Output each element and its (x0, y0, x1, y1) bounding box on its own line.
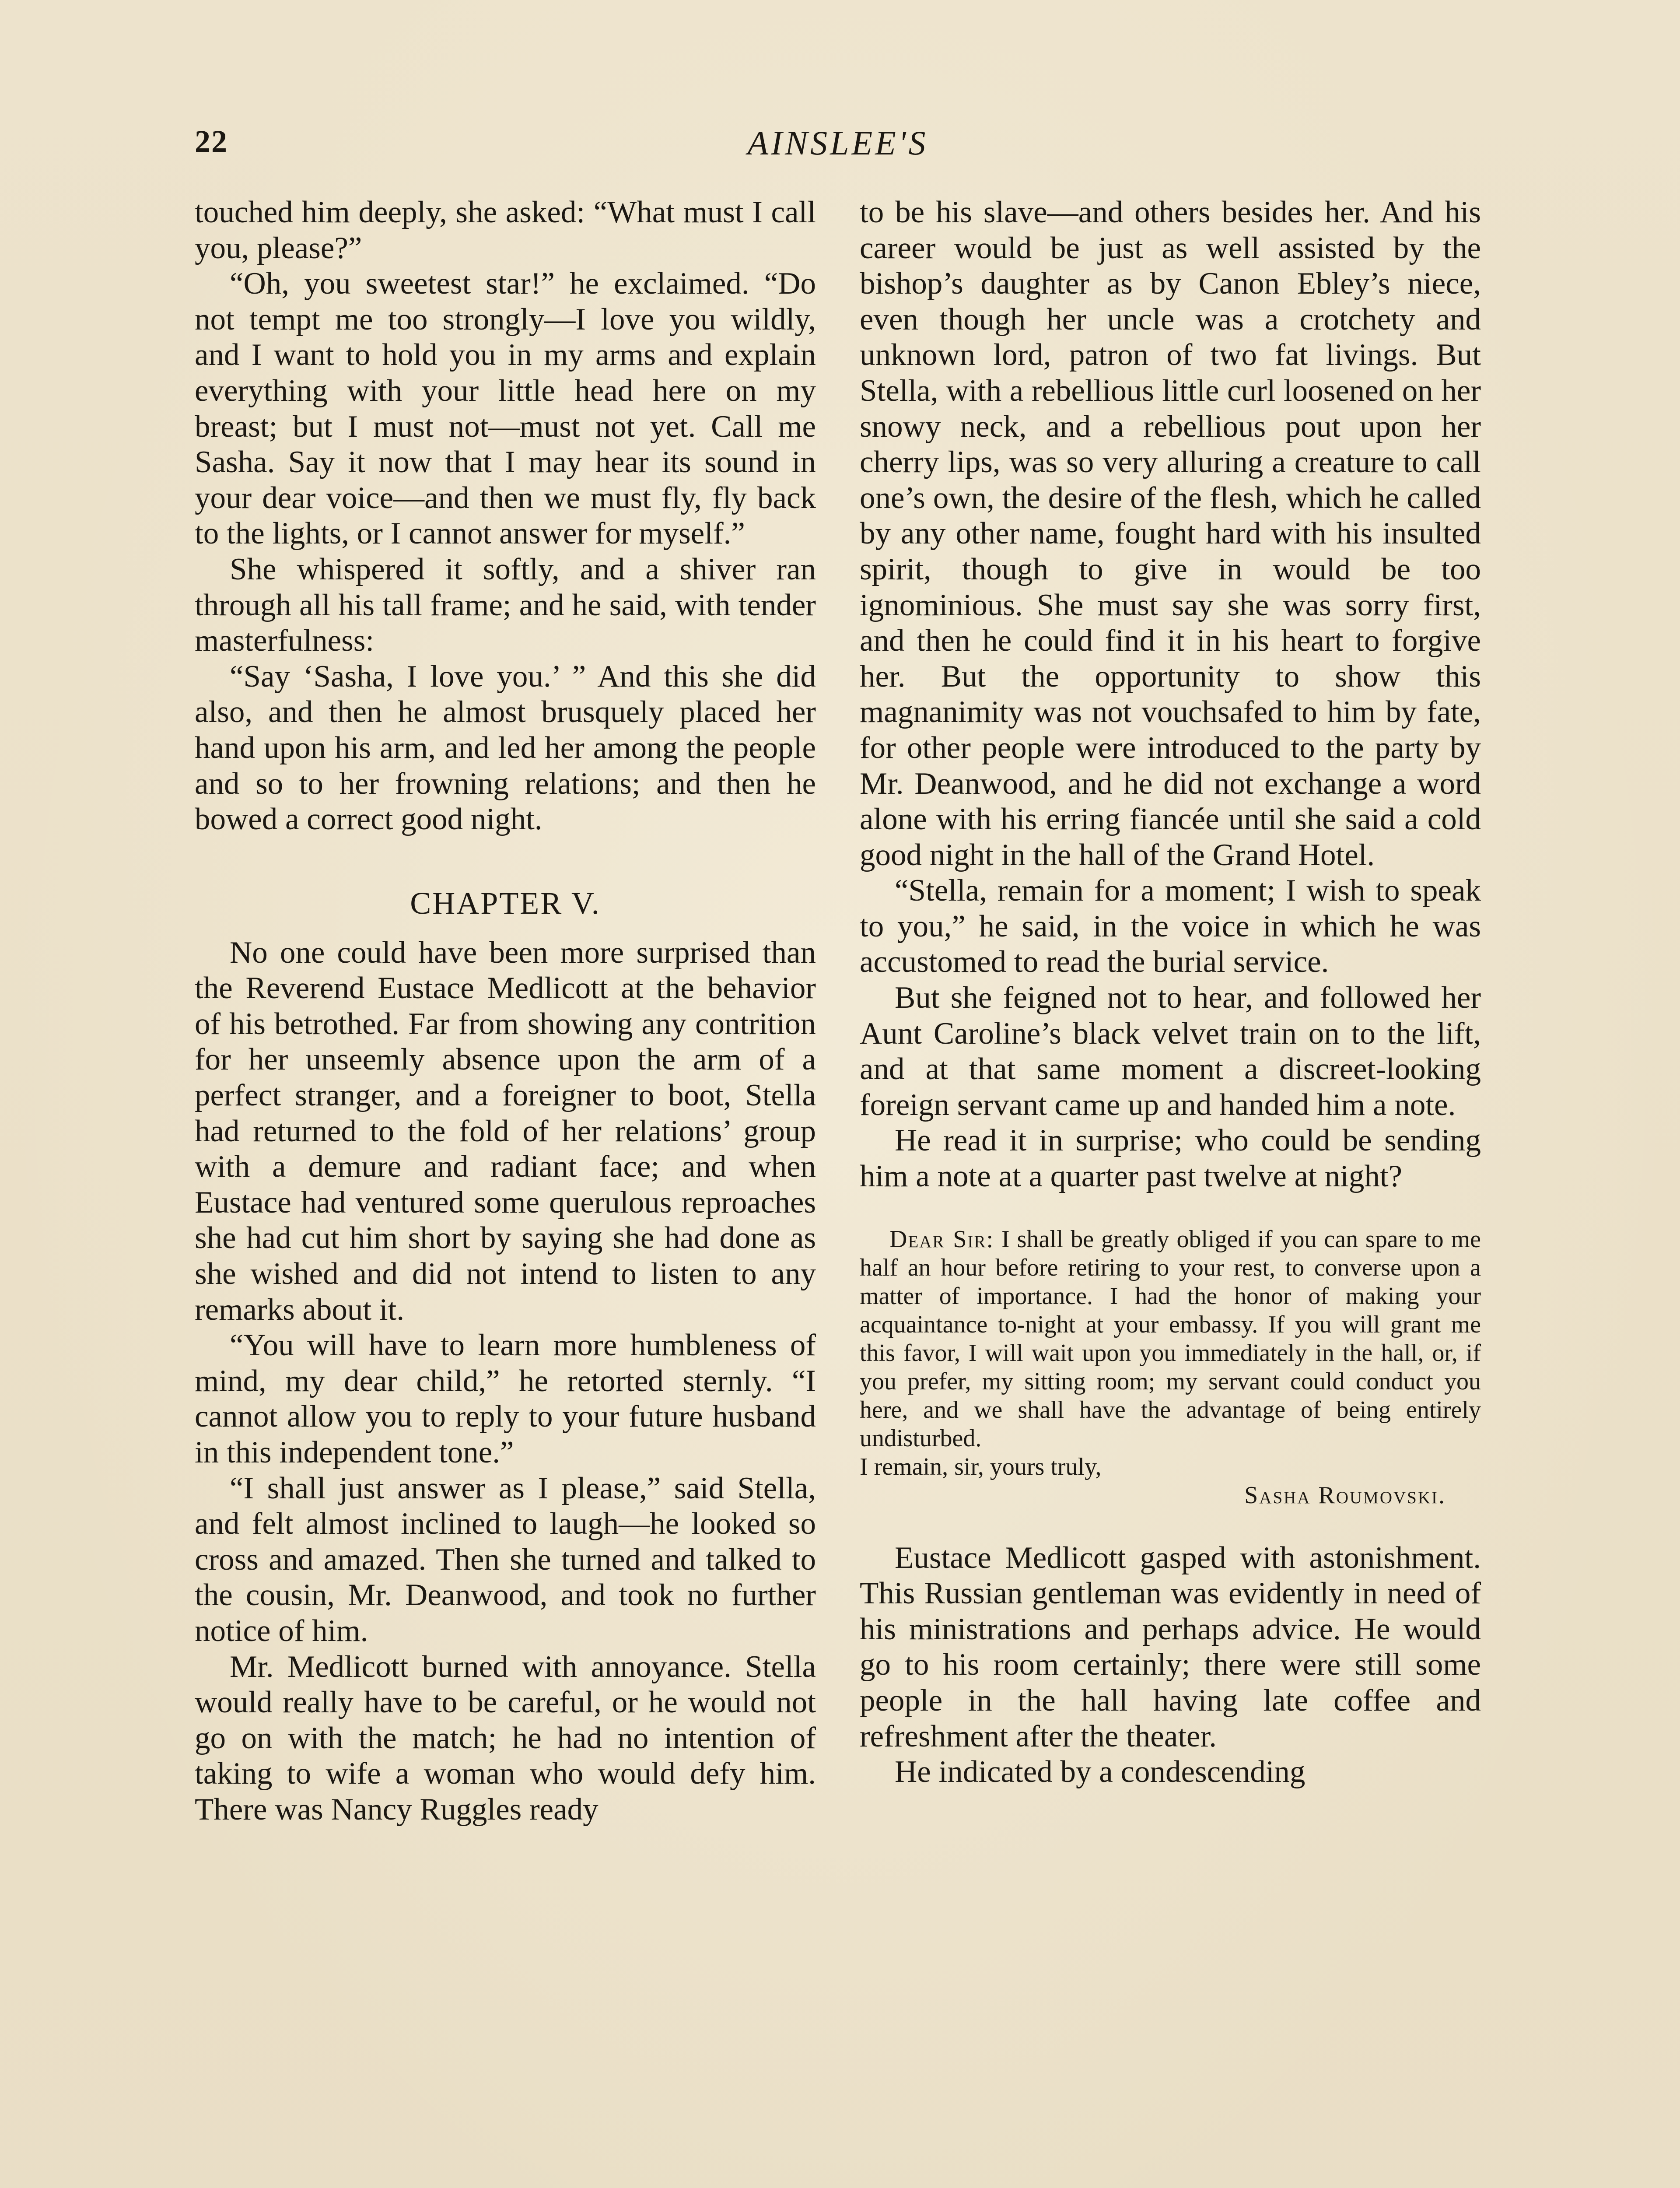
paragraph: “Say ‘Sasha, I love you.’ ” And this she did also, and then he almost brusquely placed her hand upon his arm, and led her among the people and so to her frowning relations; and then he bowed a correct good night. (195, 659, 816, 837)
right-column (860, 195, 1481, 1790)
letter-salutation: Dear Sir: (889, 1225, 994, 1253)
paragraph: He indicated by a condescending (895, 1755, 1306, 1789)
left-column (195, 195, 816, 1828)
page-number: 22 (195, 124, 228, 159)
paragraph: to be his slave—and others besides her. And his career would be just as well assisted by the bishop’s daughter as by Canon Ebley’s niece, even though her uncle was a crotchety and unknown lord, patron of two fat livings. But Stella, with a rebellious little curl loosened on her snowy neck, and a rebellious pout upon her cherry lips, was so very alluring a creature to call one’s own, the desire of the flesh, which he called by any other name, fought hard with his insulted spirit, though to give in would be too ignominious. She must say she was sorry first, and then he could find it in his heart to forgive her. But the opportunity to show this magnanimity was not vouchsafed to him by fate, for other people were introduced to the party by Mr. Deanwood, and he did not exchange a word alone with his erring fiancée until she said a cold good night in the hall of the Grand Hotel. (860, 195, 1481, 872)
paragraph: “You will have to learn more humbleness of mind, my dear child,” he retorted sternly. “I cannot allow you to reply to your future husband in this independent tone.” (195, 1328, 816, 1469)
paragraph: “Stella, remain for a moment; I wish to speak to you,” he said, in the voice in which he was accustomed to read the burial service. (860, 873, 1481, 979)
paragraph: He read it in surprise; who could be sending him a note at a quarter past twelve at night? (860, 1123, 1481, 1194)
paragraph: touched him deeply, she asked: “What must I call you, please?” (195, 195, 816, 265)
letter-body: I shall be greatly obliged if you can spare to me half an hour before retiring to your rest, to converse upon a matter of importance. I had the honor of making your acquaintance to-night at your embassy. If you will grant me this favor, I will wait upon you immediately in the hall, or, if you prefer, my sitting room; my servant could conduct you here, and we shall have the advantage of being entirely undisturbed. (860, 1225, 1481, 1452)
paragraph: “I shall just answer as I please,” said Stella, and felt almost inclined to laugh—he looked so cross and amazed. Then she turned and talked to the cousin, Mr. Deanwood, and took no further notice of him. (195, 1471, 816, 1648)
page-header (195, 123, 1481, 172)
letter-closing: I remain, sir, yours truly, (860, 1453, 1102, 1480)
paragraph: “Oh, you sweetest star!” he exclaimed. “Do not tempt me too strongly—I love you wildly, and I want to hold you in my arms and explain everything with your little head here on my breast; but I must not—must not yet. Call me Sasha. Say it now that I may hear its sound in your dear voice—and then we must fly, fly back to the lights, or I cannot answer for myself.” (195, 266, 816, 551)
paragraph: No one could have been more surprised than the Reverend Eustace Medlicott at the behavior of his betrothed. Far from showing any contrition for her unseemly absence upon the arm of a perfect stranger, and a foreigner to boot, Stella had returned to the fold of her relations’ group with a demure and radiant face; and when Eustace had ventured some querulous reproaches she had cut him short by saying she had done as she wished and did not intend to listen to any remarks about it. (195, 935, 816, 1327)
paragraph: Mr. Medlicott burned with annoyance. Stella would really have to be careful, or he would not go on with the match; he had no intention of taking to wife a woman who would defy him. There was Nancy Ruggles ready (195, 1649, 816, 1827)
running-head: AINSLEE'S (747, 124, 928, 162)
paragraph: But she feigned not to hear, and followed her Aunt Caroline’s black velvet train on to the lift, and at that same moment a discreet-looking foreign servant came up and handed him a note. (860, 981, 1481, 1122)
letter-block (860, 1225, 1481, 1510)
paragraph: Eustace Medlicott gasped with astonishment. This Russian gentleman was evidently in need of his ministrations and perhaps advice. He would go to his room certainly; there were still some people in the hall having late coffee and refreshment after the theater. (860, 1540, 1481, 1753)
letter-signature: Sasha Roumovski. (1244, 1481, 1446, 1509)
paragraph: She whispered it softly, and a shiver ran through all his tall frame; and he said, with tender masterfulness: (195, 552, 816, 658)
chapter-heading: CHAPTER V. (410, 885, 601, 921)
